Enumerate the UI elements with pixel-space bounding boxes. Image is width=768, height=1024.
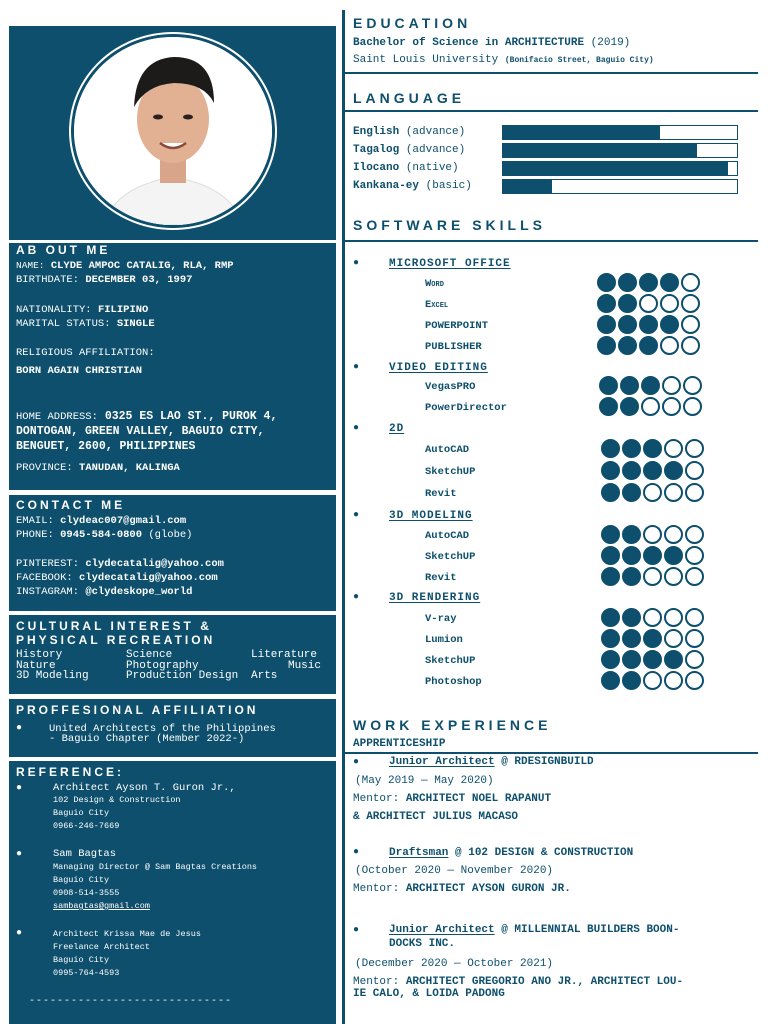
- phone-line: PHONE: 0945-584-0800 (globe): [16, 529, 193, 541]
- rating-dot-filled: [601, 546, 620, 565]
- affiliation-bullet: ●: [16, 723, 23, 734]
- rating-dot-empty: [664, 629, 683, 648]
- cultural-panel: [9, 615, 336, 694]
- ref1-line3: 0966-246-7669: [53, 821, 120, 831]
- ref2-line3: 0908-514-3555: [53, 888, 120, 898]
- rating-dot-filled: [664, 650, 683, 669]
- skill-name: Revit: [425, 572, 457, 584]
- skill-rating: [601, 608, 704, 627]
- ref1-bullet: ●: [16, 783, 23, 794]
- skill-name: SketchUP: [425, 655, 476, 667]
- education-divider: [345, 72, 758, 74]
- language-row: Ilocano (native): [353, 162, 459, 174]
- nationality-line: NATIONALITY: FILIPINO: [16, 304, 149, 316]
- rating-dot-filled: [618, 273, 637, 292]
- language-level-fill: [503, 162, 728, 175]
- skill-name: Word: [425, 278, 444, 290]
- rating-dot-filled: [664, 461, 683, 480]
- rating-dot-filled: [601, 525, 620, 544]
- ref2-line1: Managing Director @ Sam Bagtas Creations: [53, 862, 258, 872]
- skill-rating: [601, 650, 704, 669]
- skill-name: PowerDirector: [425, 402, 507, 414]
- rating-dot-filled: [639, 336, 658, 355]
- rating-dot-empty: [664, 608, 683, 627]
- name-line: NAME: CLYDE AMPOC CATALIG, RLA, RMP: [16, 260, 234, 272]
- rating-dot-filled: [643, 461, 662, 480]
- reference-heading: REFERENCE:: [16, 765, 125, 779]
- skill-rating: [601, 546, 704, 565]
- skill-category: 3D RENDERING: [389, 592, 481, 604]
- rating-dot-empty: [639, 294, 658, 313]
- work-sub: APPRENTICESHIP: [353, 738, 446, 750]
- skill-name: AutoCAD: [425, 444, 470, 456]
- rating-dot-filled: [643, 439, 662, 458]
- rating-dot-filled: [597, 273, 616, 292]
- cultural-heading-2: PHYSICAL RECREATION: [16, 633, 216, 647]
- rating-dot-filled: [639, 315, 658, 334]
- skill-category: VIDEO EDITING: [389, 362, 488, 374]
- rating-dot-filled: [622, 671, 641, 690]
- ref3-line2: Baguio City: [53, 955, 110, 965]
- ref3-line1: Freelance Architect: [53, 942, 150, 952]
- job3-mentor: Mentor: ARCHITECT GREGORIO ANO JR., ARCHITECT LOU-: [353, 976, 684, 988]
- language-level-fill: [503, 144, 697, 157]
- rating-dot-empty: [643, 608, 662, 627]
- skill-name: Revit: [425, 488, 457, 500]
- rating-dot-filled: [643, 650, 662, 669]
- rating-dot-filled: [622, 483, 641, 502]
- skill-rating: [601, 439, 704, 458]
- rating-dot-empty: [643, 671, 662, 690]
- degree-line: Bachelor of Science in ARCHITECTURE (2019): [353, 37, 631, 49]
- rating-dot-filled: [601, 567, 620, 586]
- rating-dot-empty: [643, 483, 662, 502]
- rating-dot-empty: [662, 376, 681, 395]
- skill-rating: [597, 336, 700, 355]
- about-panel: [9, 243, 336, 490]
- skill-name: Lumion: [425, 634, 463, 646]
- rating-dot-filled: [601, 650, 620, 669]
- rating-dot-empty: [681, 336, 700, 355]
- skill-rating: [597, 273, 700, 292]
- skill-category-bullet: ●: [353, 362, 360, 373]
- job1-dates: (May 2019 — May 2020): [355, 775, 494, 787]
- ref3-bullet: ●: [16, 928, 23, 939]
- rating-dot-filled: [597, 315, 616, 334]
- skill-category-bullet: ●: [353, 510, 360, 521]
- email-line: EMAIL: clydeac007@gmail.com: [16, 515, 187, 527]
- religion-value: BORN AGAIN CHRISTIAN: [16, 365, 143, 377]
- rating-dot-empty: [643, 567, 662, 586]
- rating-dot-filled: [622, 608, 641, 627]
- religion-label: RELIGIOUS AFFILIATION:: [16, 347, 155, 359]
- job1-mentor2: & ARCHITECT JULIUS MACASO: [353, 811, 519, 823]
- rating-dot-empty: [681, 294, 700, 313]
- language-divider: [345, 110, 758, 112]
- rating-dot-filled: [601, 461, 620, 480]
- software-heading: SOFTWARE SKILLS: [353, 217, 546, 233]
- skill-rating: [601, 461, 704, 480]
- skill-name: PUBLISHER: [425, 341, 482, 353]
- rating-dot-empty: [664, 567, 683, 586]
- ref1-line1: 102 Design & Construction: [53, 795, 181, 805]
- instagram-line: INSTAGRAM: @clydeskope_world: [16, 586, 193, 598]
- job2-title: Draftsman @ 102 DESIGN & CONSTRUCTION: [389, 847, 634, 859]
- rating-dot-empty: [685, 483, 704, 502]
- rating-dot-filled: [639, 273, 658, 292]
- rating-dot-empty: [685, 546, 704, 565]
- instagram-link[interactable]: @clydeskope_world: [85, 586, 193, 598]
- ref2-email-link[interactable]: sambagtas@gmail.com: [53, 901, 150, 911]
- full-name: CLYDE AMPOC CATALIG, RLA, RMP: [50, 260, 234, 272]
- rating-dot-empty: [681, 273, 700, 292]
- skill-name: V-ray: [425, 613, 457, 625]
- rating-dot-filled: [622, 439, 641, 458]
- ref3-line3: 0995-764-4593: [53, 968, 120, 978]
- skill-rating: [599, 376, 702, 395]
- language-level-bar: [502, 161, 738, 176]
- rating-dot-filled: [620, 376, 639, 395]
- skill-category: MICROSOFT OFFICE: [389, 258, 511, 270]
- ref2-line2: Baguio City: [53, 875, 110, 885]
- rating-dot-filled: [601, 608, 620, 627]
- rating-dot-empty: [685, 629, 704, 648]
- rating-dot-filled: [622, 650, 641, 669]
- rating-dot-empty: [683, 397, 702, 416]
- rating-dot-empty: [664, 525, 683, 544]
- job3-title: Junior Architect @ MILLENNIAL BUILDERS BOON-: [389, 924, 680, 936]
- language-level-bar: [502, 179, 738, 194]
- language-level-bar: [502, 125, 738, 140]
- rating-dot-filled: [620, 397, 639, 416]
- ref3-name: Architect Krissa Mae de Jesus: [53, 929, 201, 939]
- rating-dot-empty: [685, 671, 704, 690]
- education-heading: EDUCATION: [353, 15, 472, 31]
- language-level-bar: [502, 143, 738, 158]
- skill-name: AutoCAD: [425, 530, 470, 542]
- rating-dot-filled: [618, 336, 637, 355]
- skill-category: 2D: [389, 423, 405, 435]
- rating-dot-empty: [685, 461, 704, 480]
- birthdate-line: BIRTHDATE: DECEMBER 03, 1997: [16, 274, 193, 286]
- rating-dot-filled: [622, 525, 641, 544]
- rating-dot-empty: [685, 439, 704, 458]
- rating-dot-empty: [641, 397, 660, 416]
- job2-mentor: Mentor: ARCHITECT AYSON GURON JR.: [353, 883, 571, 895]
- address-line-3: BENGUET, 2600, PHILIPPINES: [16, 440, 196, 453]
- rating-dot-empty: [664, 439, 683, 458]
- language-level-fill: [503, 180, 552, 193]
- work-divider: [345, 752, 758, 754]
- rating-dot-filled: [601, 671, 620, 690]
- profile-photo: [71, 34, 275, 228]
- skill-rating: [597, 315, 700, 334]
- facebook-line: FACEBOOK: clydecatalig@yahoo.com: [16, 572, 218, 584]
- interests-grid: History Science Literature Nature Photography Music 3D Modeling Production Design Arts: [16, 649, 321, 682]
- skill-category-bullet: ●: [353, 423, 360, 434]
- province-line: PROVINCE: TANUDAN, KALINGA: [16, 462, 180, 474]
- skill-rating: [601, 567, 704, 586]
- about-heading: AB OUT ME: [16, 243, 111, 257]
- ref1-name: Architect Ayson T. Guron Jr.,: [53, 782, 236, 794]
- skill-rating: [601, 483, 704, 502]
- photo-panel: [9, 26, 336, 240]
- rating-dot-filled: [622, 461, 641, 480]
- language-level-fill: [503, 126, 660, 139]
- rating-dot-empty: [660, 294, 679, 313]
- school-line: Saint Louis University (Bonifacio Street, Baguio City): [353, 54, 654, 66]
- skill-rating: [601, 671, 704, 690]
- rating-dot-filled: [664, 546, 683, 565]
- rating-dot-filled: [660, 315, 679, 334]
- skill-category-bullet: ●: [353, 592, 360, 603]
- affiliation-line-1: United Architects of the Philippines: [49, 723, 276, 735]
- rating-dot-filled: [601, 439, 620, 458]
- skill-name: Excel: [425, 299, 449, 311]
- rating-dot-empty: [685, 525, 704, 544]
- job2-bullet: ●: [353, 847, 360, 858]
- rating-dot-empty: [683, 376, 702, 395]
- job1-mentor: Mentor: ARCHITECT NOEL RAPANUT: [353, 793, 552, 805]
- skill-rating: [601, 629, 704, 648]
- skill-rating: [599, 397, 702, 416]
- language-row: Tagalog (advance): [353, 144, 466, 156]
- rating-dot-filled: [599, 397, 618, 416]
- rating-dot-empty: [664, 483, 683, 502]
- rating-dot-filled: [597, 336, 616, 355]
- skill-rating: [601, 525, 704, 544]
- affiliation-line-2: - Baguio Chapter (Member 2022-): [49, 733, 245, 745]
- job2-dates: (October 2020 — November 2020): [355, 865, 554, 877]
- ref2-name: Sam Bagtas: [53, 848, 117, 860]
- work-heading: WORK EXPERIENCE: [353, 717, 552, 733]
- rating-dot-filled: [618, 315, 637, 334]
- skill-name: VegasPRO: [425, 381, 476, 393]
- rating-dot-empty: [685, 567, 704, 586]
- rating-dot-filled: [643, 629, 662, 648]
- rating-dot-filled: [622, 629, 641, 648]
- rating-dot-empty: [643, 525, 662, 544]
- skill-name: SketchUP: [425, 551, 476, 563]
- rating-dot-filled: [599, 376, 618, 395]
- language-row: English (advance): [353, 126, 466, 138]
- skill-name: SketchUP: [425, 466, 476, 478]
- job3-bullet: ●: [353, 925, 360, 936]
- address-line-2: DONTOGAN, GREEN VALLEY, BAGUIO CITY,: [16, 425, 265, 438]
- rating-dot-filled: [660, 273, 679, 292]
- rating-dot-filled: [618, 294, 637, 313]
- rating-dot-empty: [662, 397, 681, 416]
- ref2-bullet: ●: [16, 849, 23, 860]
- rating-dot-filled: [641, 376, 660, 395]
- rating-dot-empty: [664, 671, 683, 690]
- facebook-link[interactable]: clydecatalig@yahoo.com: [79, 572, 218, 584]
- address-line-1: HOME ADDRESS: 0325 ES LAO ST., PUROK 4,: [16, 410, 278, 423]
- affiliation-panel: [9, 699, 336, 757]
- rating-dot-empty: [685, 650, 704, 669]
- ref1-line2: Baguio City: [53, 808, 110, 818]
- job3-title-cont: DOCKS INC.: [389, 938, 456, 950]
- rating-dot-filled: [601, 629, 620, 648]
- affiliation-heading: PROFFESIONAL AFFILIATION: [16, 703, 259, 717]
- email-link[interactable]: clydeac007@gmail.com: [60, 515, 187, 527]
- job1-bullet: ●: [353, 757, 360, 768]
- skill-category-bullet: ●: [353, 258, 360, 269]
- rating-dot-empty: [681, 315, 700, 334]
- rating-dot-filled: [622, 567, 641, 586]
- contact-panel: [9, 495, 336, 611]
- software-divider: [345, 240, 758, 242]
- column-divider: [342, 10, 345, 1024]
- contact-heading: CONTACT ME: [16, 498, 126, 512]
- rating-dot-empty: [660, 336, 679, 355]
- language-heading: LANGUAGE: [353, 90, 466, 106]
- rating-dot-filled: [597, 294, 616, 313]
- reference-panel: [9, 761, 336, 1024]
- rating-dot-filled: [622, 546, 641, 565]
- rating-dot-empty: [685, 608, 704, 627]
- pinterest-line: PINTEREST: clydecatalig@yahoo.com: [16, 558, 224, 570]
- dashed-divider: -----------------------------: [29, 996, 233, 1007]
- language-row: Kankana-ey (basic): [353, 180, 472, 192]
- job1-title: Junior Architect @ RDESIGNBUILD: [389, 756, 594, 768]
- pinterest-link[interactable]: clydecatalig@yahoo.com: [85, 558, 224, 570]
- marital-line: MARITAL STATUS: SINGLE: [16, 318, 155, 330]
- skill-rating: [597, 294, 700, 313]
- job3-mentor2: IE CALO, & LOIDA PADONG: [353, 988, 505, 1000]
- cultural-heading-1: CULTURAL INTEREST &: [16, 619, 212, 633]
- skill-name: POWERPOINT: [425, 320, 489, 332]
- rating-dot-filled: [601, 483, 620, 502]
- rating-dot-filled: [643, 546, 662, 565]
- skill-name: Photoshop: [425, 676, 482, 688]
- job3-dates: (December 2020 — October 2021): [355, 958, 554, 970]
- skill-category: 3D MODELING: [389, 510, 473, 522]
